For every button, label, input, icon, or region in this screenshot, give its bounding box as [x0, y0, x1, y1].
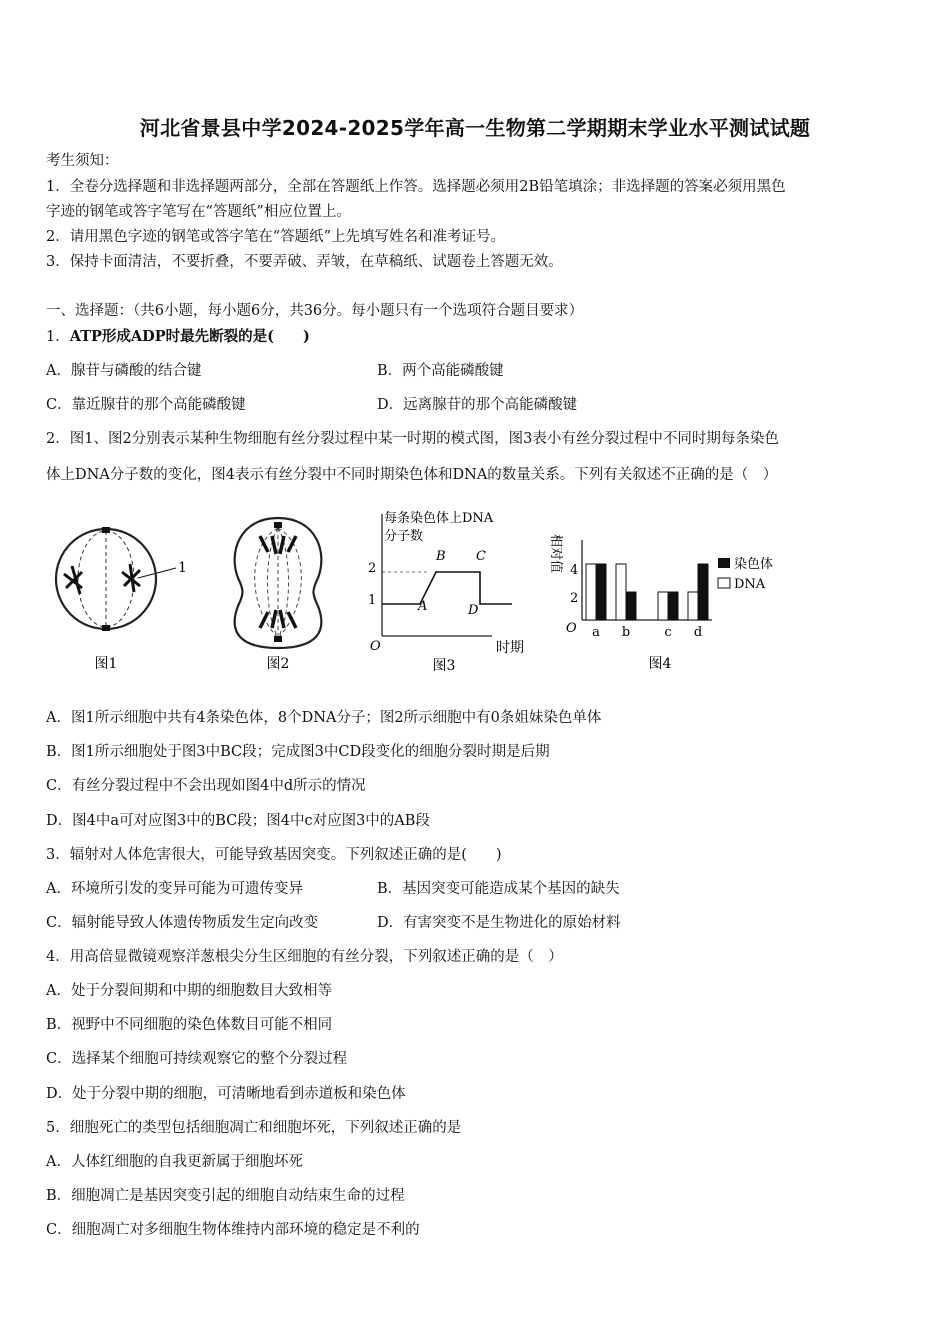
category-label-d: d	[693, 625, 703, 640]
question-stem: 用高倍显微镜观察洋葱根尖分生区细胞的有丝分裂，下列叙述正确的是（ ）	[69, 949, 563, 965]
q1-option-c[interactable]: C．靠近腺苷的那个高能磷酸键	[46, 397, 246, 413]
q2-option-b[interactable]: B．图1所示细胞处于图3中BC段；完成图3中CD段变化的细胞分裂时期是后期	[46, 744, 550, 760]
legend-swatch-dna	[718, 578, 730, 588]
q1-option-b[interactable]: B．两个高能磷酸键	[377, 363, 504, 379]
figure-4-caption: 图4	[648, 656, 672, 672]
q1-option-d[interactable]: D．远离腺苷的那个高能磷酸键	[377, 397, 578, 413]
figure-3-chart	[352, 506, 532, 676]
question-2-cont: 体上DNA分子数的变化，图4表示有丝分裂中不同时期染色体和DNA的数量关系。下列有关叙述不正确的是（ ）	[46, 467, 778, 483]
bar-b-chromosome	[626, 592, 636, 620]
q5-option-b[interactable]: B．细胞凋亡是基因突变引起的细胞自动结束生命的过程	[46, 1188, 405, 1204]
question-4	[46, 948, 563, 966]
q1-option-a[interactable]: A．腺苷与磷酸的结合键	[46, 363, 202, 379]
q4-option-b[interactable]: B．视野中不同细胞的染色体数目可能不相同	[46, 1017, 333, 1033]
bar-c-chromosome	[668, 592, 678, 620]
question-number: 2．	[46, 431, 70, 447]
q3-option-a[interactable]: A．环境所引发的变异可能为可遗传变异	[46, 881, 303, 897]
figure-4-chart	[540, 520, 810, 676]
page-title: 河北省景县中学2024-2025学年高一生物第二学期期末学业水平测试试题	[139, 116, 811, 140]
figure-3-ylabel-2: 分子数	[384, 529, 424, 544]
figure-3-ylabel-1: 每条染色体上DNA	[384, 511, 494, 526]
figure-2	[220, 512, 340, 674]
question-stem: 辐射对人体危害很大，可能导致基因突变。下列叙述正确的是( )	[69, 847, 502, 863]
q3-option-c[interactable]: C．辐射能导致人体遗传物质发生定向改变	[46, 915, 319, 931]
legend-chromosome: 染色体	[734, 557, 774, 572]
figure-4-ytick-2: 2	[570, 591, 579, 606]
bar-c-dna	[658, 592, 668, 620]
question-2	[46, 430, 779, 448]
bar-d-chromosome	[698, 564, 708, 620]
figure-1	[44, 524, 194, 674]
notice-item-3: 3．保持卡面清洁，不要折叠，不要弄破、弄皱，在草稿纸、试题卷上答题无效。	[46, 254, 563, 270]
bar-a-chromosome	[596, 564, 606, 620]
q5-option-c[interactable]: C．细胞凋亡对多细胞生物体维持内部环境的稳定是不利的	[46, 1222, 420, 1238]
question-1	[46, 328, 310, 346]
q4-option-a[interactable]: A．处于分裂间期和中期的细胞数目大致相等	[46, 983, 332, 999]
question-stem: ATP形成ADP时最先断裂的是( )	[69, 328, 310, 345]
figure-3-point-c: C	[476, 549, 486, 564]
question-number: 3．	[46, 847, 70, 863]
notice-item-1-cont: 字迹的钢笔或答字笔写在“答题纸”相应位置上。	[46, 204, 351, 220]
question-number: 5．	[46, 1120, 70, 1136]
q2-option-a[interactable]: A．图1所示细胞中共有4条染色体，8个DNA分子；图2所示细胞中有0条姐妹染色单体	[46, 710, 602, 726]
figure-3-xlabel: 时期	[496, 640, 524, 656]
q4-option-c[interactable]: C．选择某个细胞可持续观察它的整个分裂过程	[46, 1051, 348, 1067]
bar-b-dna	[616, 564, 626, 620]
figure-1-pointer-label: 1	[178, 560, 187, 576]
q4-option-d[interactable]: D．处于分裂中期的细胞，可清晰地看到赤道板和染色体	[46, 1086, 406, 1102]
bar-d-dna	[688, 592, 698, 620]
question-number: 1．	[46, 329, 70, 345]
figure-2-caption: 图2	[266, 656, 290, 672]
question-number: 4．	[46, 949, 70, 965]
question-5	[46, 1119, 461, 1137]
figure-4-origin: O	[566, 621, 577, 636]
figure-3-ytick-2: 2	[368, 561, 377, 576]
question-stem: 图1、图2分别表示某种生物细胞有丝分裂过程中某一时期的模式图，图3表小有丝分裂过程中不同时期每条染色	[69, 431, 779, 447]
section-heading: 一、选择题：（共6小题，每小题6分，共36分。每小题只有一个选项符合题目要求）	[46, 303, 584, 319]
question-stem: 细胞死亡的类型包括细胞凋亡和细胞坏死，下列叙述正确的是	[69, 1120, 462, 1136]
notice-item-1: 1．全卷分选择题和非选择题两部分，全部在答题纸上作答。选择题必须用2B铅笔填涂；非选择题的答案必须用黑色	[46, 179, 786, 195]
question-3	[46, 846, 502, 864]
figure-4-ytick-4: 4	[570, 563, 579, 578]
q3-option-d[interactable]: D．有害突变不是生物进化的原始材料	[377, 915, 621, 931]
q2-option-c[interactable]: C．有丝分裂过程中不会出现如图4中d所示的情况	[46, 778, 366, 794]
figure-4-ylabel: 相对值	[548, 534, 563, 574]
figure-3-point-b: B	[436, 549, 446, 564]
q5-option-a[interactable]: A．人体红细胞的自我更新属于细胞坏死	[46, 1154, 303, 1170]
legend-swatch-chromosome	[718, 558, 730, 568]
legend-dna: DNA	[734, 577, 766, 592]
notice-heading: 考生须知：	[46, 153, 119, 169]
notice-item-2: 2．请用黑色字迹的钢笔或答字笔在“答题纸”上先填写姓名和准考证号。	[46, 229, 506, 245]
bar-a-dna	[586, 564, 596, 620]
figure-3-point-a: A	[418, 599, 428, 614]
q2-option-d[interactable]: D．图4中a可对应图3中的BC段；图4中c对应图3中的AB段	[46, 813, 430, 829]
figure-1-caption: 图1	[94, 656, 118, 672]
q3-option-b[interactable]: B．基因突变可能造成某个基因的缺失	[377, 881, 620, 897]
figure-3-series-line	[382, 572, 512, 604]
figure-3-origin: O	[370, 639, 381, 654]
category-label-c: c	[664, 625, 672, 640]
category-label-a: a	[592, 625, 600, 640]
figure-3-ytick-1: 1	[368, 593, 377, 608]
figure-3-point-d: D	[468, 603, 479, 618]
figure-3-caption: 图3	[432, 658, 456, 674]
category-label-b: b	[621, 625, 631, 640]
